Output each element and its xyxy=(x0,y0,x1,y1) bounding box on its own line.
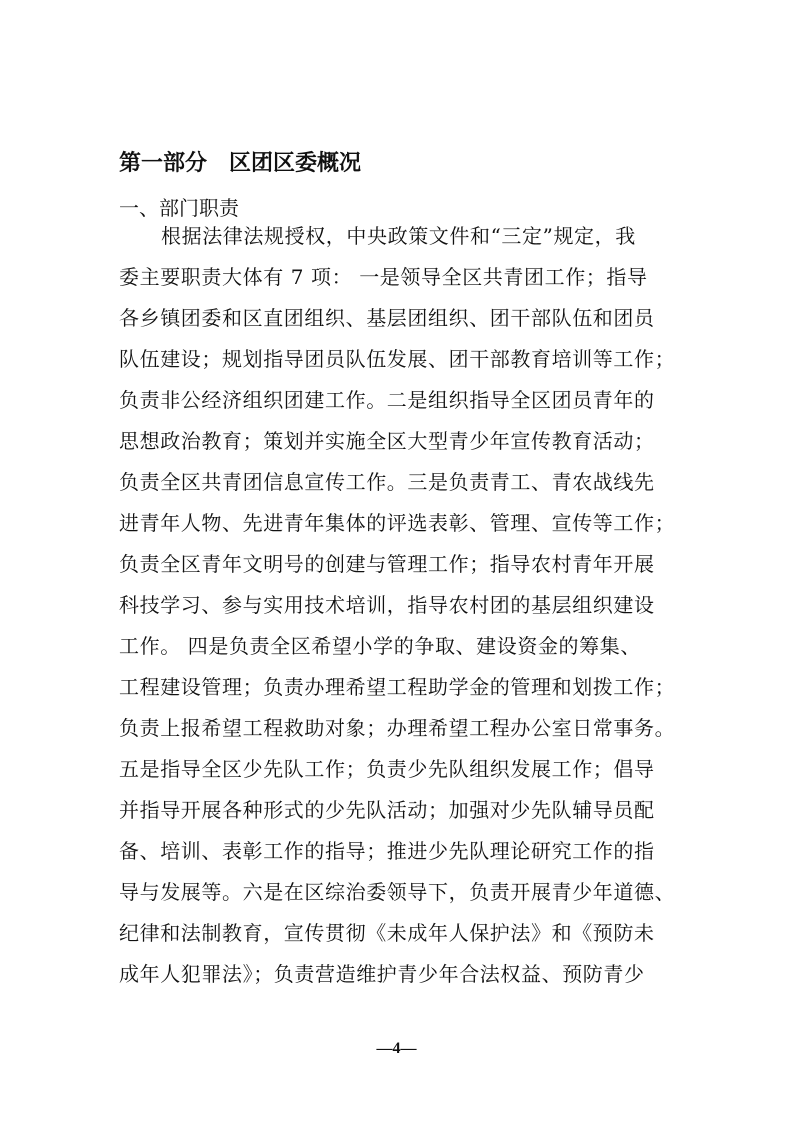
body-line: 并指导开展各种形式的少先队活动；加强对少先队辅导员配 xyxy=(119,798,655,822)
body-line: 负责全区青年文明号的创建与管理工作；指导农村青年开展 xyxy=(119,552,655,576)
body-line: 导与发展等。六是在区综治委领导下，负责开展青少年道德、 xyxy=(119,880,676,904)
subsection-heading: 一、部门职责 xyxy=(119,196,239,220)
body-line: 五是指导全区少先队工作；负责少先队组织发展工作；倡导 xyxy=(119,757,655,781)
body-line: 进青年人物、先进青年集体的评选表彰、管理、宣传等工作； xyxy=(119,511,676,535)
body-line: 负责全区共青团信息宣传工作。三是负责青工、青农战线先 xyxy=(119,470,655,494)
body-line: 委主要职责大体有 7 项： 一是领导全区共青团工作；指导 xyxy=(119,265,648,289)
section-heading-title: 区团区委概况 xyxy=(229,151,362,176)
body-line: 队伍建设；规划指导团员队伍发展、团干部教育培训等工作； xyxy=(119,347,676,371)
body-line: 负责非公经济组织团建工作。二是组织指导全区团员青年的 xyxy=(119,388,655,412)
body-line: 负责上报希望工程救助对象；办理希望工程办公室日常事务。 xyxy=(119,716,676,740)
body-paragraph xyxy=(119,216,679,995)
body-line: 科技学习、参与实用技术培训，指导农村团的基层组织建设 xyxy=(119,593,655,617)
body-line: 工作。 四是负责全区希望小学的争取、建设资金的筹集、 xyxy=(119,634,641,658)
body-line: 思想政治教育；策划并实施全区大型青少年宣传教育活动； xyxy=(119,429,655,453)
body-line: 各乡镇团委和区直团组织、基层团组织、团干部队伍和团员 xyxy=(119,306,655,330)
body-line: 成年人犯罪法》；负责营造维护青少年合法权益、预防青少 xyxy=(119,962,645,986)
body-line: 工程建设管理；负责办理希望工程助学金的管理和划拨工作； xyxy=(119,675,676,699)
body-line: 纪律和法制教育，宣传贯彻《未成年人保护法》和《预防未 xyxy=(119,921,655,945)
body-line: 备、培训、表彰工作的指导；推进少先队理论研究工作的指 xyxy=(119,839,655,863)
section-heading-part: 第一部分 xyxy=(119,151,208,176)
section-heading xyxy=(119,146,361,177)
page-number: —4— xyxy=(376,1040,417,1057)
body-line: 根据法律法规授权，中央政策文件和“三定”规定，我 xyxy=(161,224,636,248)
